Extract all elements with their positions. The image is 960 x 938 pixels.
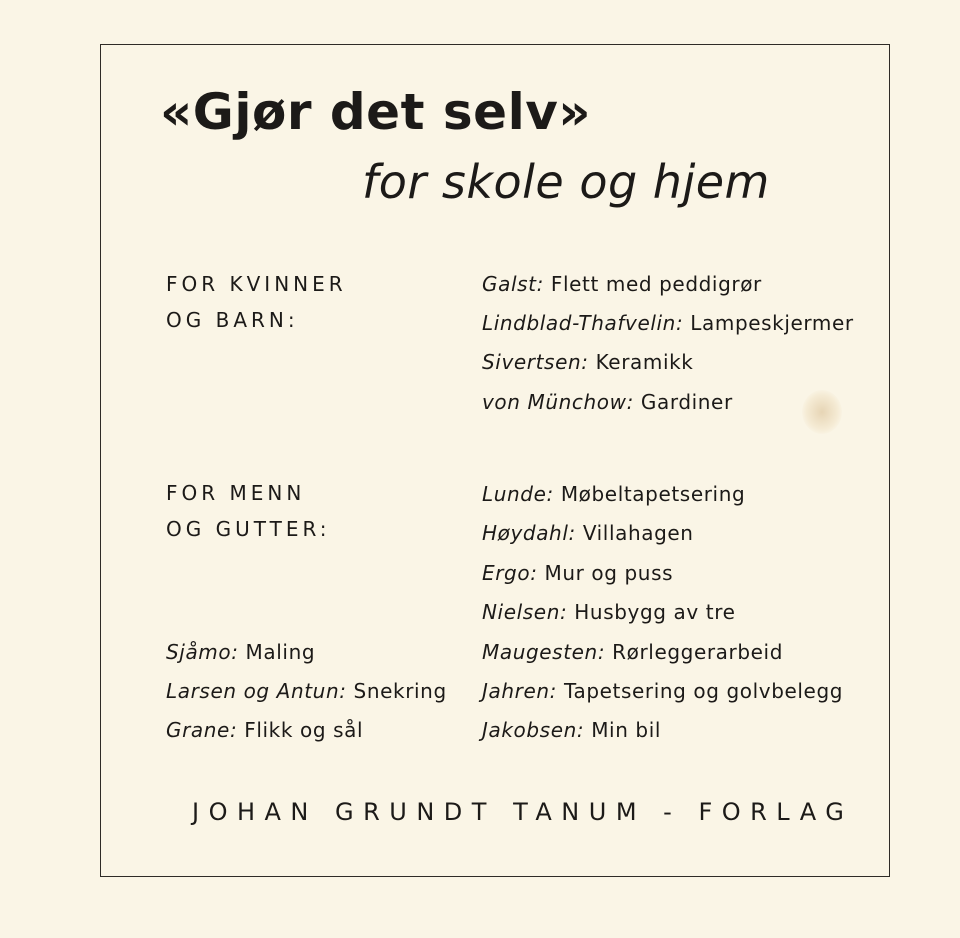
book-author: Nielsen:	[482, 600, 568, 624]
book-entry	[482, 311, 854, 335]
book-author: Jakobsen:	[482, 718, 585, 742]
book-author: Galst:	[482, 272, 544, 296]
book-topic: Husbygg av tre	[574, 600, 736, 624]
section-label-line: OG GUTTER:	[166, 517, 331, 541]
page-subtitle: for skole og hjem	[362, 155, 770, 209]
section-label-line: FOR MENN	[166, 481, 306, 505]
book-topic: Gardiner	[640, 390, 733, 414]
publisher-name: JOHAN GRUNDT TANUM - FORLAG	[192, 798, 854, 826]
book-topic: Flett med peddigrør	[550, 272, 762, 296]
book-author: Ergo:	[482, 561, 538, 585]
section-label-men-boys	[166, 475, 330, 547]
book-topic: Keramikk	[595, 350, 694, 374]
book-entry	[482, 521, 694, 545]
book-author: Lindblad-Thafvelin:	[482, 311, 684, 335]
book-topic: Villahagen	[582, 521, 694, 545]
book-entry	[482, 390, 733, 414]
book-topic: Maling	[245, 640, 316, 664]
paper-stain	[802, 390, 842, 434]
book-entry	[482, 679, 843, 703]
book-author: Jahren:	[482, 679, 557, 703]
book-author: Lunde:	[482, 482, 554, 506]
book-entry	[482, 600, 736, 624]
book-entry	[166, 718, 363, 742]
book-entry	[482, 718, 661, 742]
book-author: Sivertsen:	[482, 350, 589, 374]
book-entry	[482, 350, 693, 374]
book-author: Larsen og Antun:	[166, 679, 347, 703]
book-topic: Rørleggerarbeid	[612, 640, 784, 664]
page-title: «Gjør det selv»	[160, 83, 592, 141]
book-topic: Flikk og sål	[244, 718, 364, 742]
section-label-women-children	[166, 266, 347, 338]
book-topic: Lampeskjermer	[690, 311, 854, 335]
section-label-line: OG BARN:	[166, 308, 299, 332]
book-entry	[482, 640, 783, 664]
book-topic: Min bil	[591, 718, 662, 742]
book-author: Grane:	[166, 718, 238, 742]
book-topic: Mur og puss	[544, 561, 674, 585]
book-entry	[482, 482, 745, 506]
book-entry	[482, 561, 673, 585]
book-topic: Tapetsering og golvbelegg	[563, 679, 844, 703]
book-entry	[166, 640, 315, 664]
book-author: Sjåmo:	[166, 640, 239, 664]
book-author: Høydahl:	[482, 521, 576, 545]
section-label-line: FOR KVINNER	[166, 272, 347, 296]
book-author: Maugesten:	[482, 640, 606, 664]
book-topic: Møbeltapetsering	[560, 482, 746, 506]
book-author: von Münchow:	[482, 390, 634, 414]
book-entry	[166, 679, 447, 703]
book-topic: Snekring	[353, 679, 447, 703]
book-entry	[482, 272, 762, 296]
